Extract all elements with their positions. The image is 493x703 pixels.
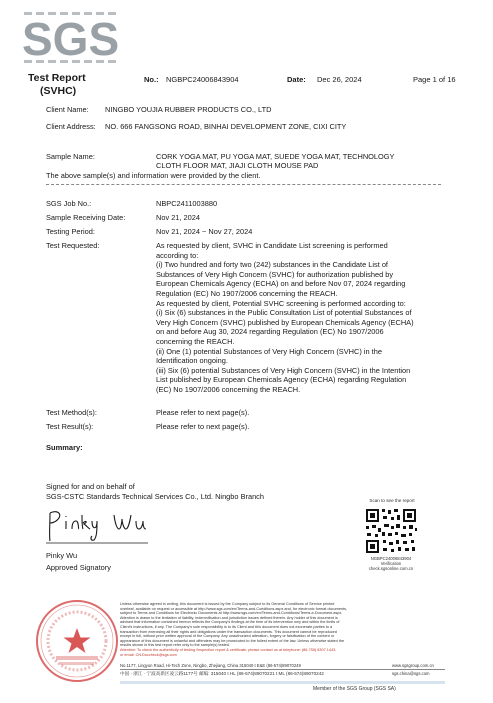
signature-icon <box>44 505 154 545</box>
test-method: Please refer to next page(s). <box>156 408 250 417</box>
address-chinese: 中国 · 浙江 · 宁波高新区凌云路1177号 邮编: 315040 t HL (86-574)89070221 t ML (86-574)89070242 <box>120 671 324 676</box>
requested-line: Substances of Very High Concern (SVHC) for authorization published by <box>156 269 394 279</box>
qr-scan-label: Scan to see the report <box>369 498 415 503</box>
sample-note: The above sample(s) and information were provided by the client. <box>46 171 261 180</box>
summary-heading: Summary: <box>46 443 83 452</box>
page-number: Page 1 of 16 <box>413 75 456 84</box>
client-name-label: Client Name: <box>46 105 89 114</box>
red-seal-icon <box>34 598 120 684</box>
disclaimer-line: overleaf, available on request or accessible at http://www.sgs.com/en/Terms-and-Conditions.aspx and, for electronic format documents, <box>120 606 348 611</box>
qr-code-icon[interactable] <box>361 506 421 556</box>
disclaimer-line: Client's instructions, if any. The Company's sole responsibility is to its Client and this document does not exonerate parties to a <box>120 624 333 629</box>
signatory-title: Approved Signatory <box>46 563 111 572</box>
footer-divider <box>120 669 445 670</box>
logo-text: SGS <box>22 13 120 65</box>
requested-line: (iii) Six (6) potential Substances of Very High Concern (SVHC) in the Intention <box>156 365 411 375</box>
disclaimer-line: appearance of this document is unlawful and offenders may be prosecuted to the fullest extent of the law. Unless otherwise stated the <box>120 638 345 643</box>
company-line: SGS-CSTC Standards Technical Services Co., Ltd. Ningbo Branch <box>46 492 264 501</box>
disclaimer-line: Attention is drawn to the limitation of liability, indemnification and jurisdiction issues defined therein. Any holder of this document is <box>120 615 338 620</box>
qr-caption <box>361 556 421 571</box>
requested-line: Identification ongoing. <box>156 356 228 366</box>
sample-name-line-1: CORK YOGA MAT, PU YOGA MAT, SUEDE YOGA MAT, TECHNOLOGY <box>156 152 395 161</box>
requested-line: (ii) One (1) potential Substances of Very High Concern (SVHC) in the <box>156 346 382 356</box>
signatory-name: Pinky Wu <box>46 551 78 560</box>
sgs-logo-icon <box>20 10 128 66</box>
client-address: NO. 666 FANGSONG ROAD, BINHAI DEVELOPMENT ZONE, CIXI CITY <box>105 122 347 131</box>
report-no: NGBPC24006843904 <box>166 75 239 84</box>
job-no: NBPC2411003880 <box>156 199 218 208</box>
email-link[interactable]: sgs.china@sgs.com <box>392 671 430 676</box>
client-address-label: Client Address: <box>46 122 96 131</box>
requested-line: (EC) No 1907/2006 concerning the REACH. <box>156 384 301 394</box>
disclaimer-line: transaction from exercising all their rights and obligations under the transaction documents. This document cannot be reproduced <box>120 629 337 634</box>
requested-line: according to: <box>156 250 199 260</box>
signed-for-line: Signed for and on behalf of <box>46 482 135 491</box>
disclaimer <box>120 602 445 657</box>
date-value: Dec 26, 2024 <box>317 75 362 84</box>
disclaimer-line: Unless otherwise agreed in writing, this document is issued by the Company subject to its General Conditions of Service printed <box>120 602 335 606</box>
test-requested-text <box>156 241 456 395</box>
report-subtitle: (SVHC) <box>40 85 77 97</box>
report-no-label: No.: <box>144 75 159 84</box>
requested-line: As requested by client, SVHC in Candidate List screening is performed <box>156 241 388 250</box>
divider <box>46 184 441 185</box>
date-label: Date: <box>287 75 306 84</box>
test-method-label: Test Method(s): <box>46 408 97 417</box>
testing-period: Nov 21, 2024 ~ Nov 27, 2024 <box>156 227 253 236</box>
qr-verify-label: Verification <box>380 561 402 566</box>
client-name: NINGBO YOUJIA RUBBER PRODUCTS CO., LTD <box>105 105 272 114</box>
requested-line: on and before Aug 30, 2024 regarding Regulation (EC) No 1907/2006 <box>156 327 384 337</box>
requested-line: European Chemicals Agency (ECHA) on and before Nov 07, 2024 regarding <box>156 279 406 289</box>
sample-name-label: Sample Name: <box>46 152 95 161</box>
requested-line: (i) Two hundred and forty two (242) substances in the Candidate List of <box>156 260 388 270</box>
disclaimer-line: except in full, without prior written approval of the Company. Any unauthorized alteration, forgery or falsification of the content or <box>120 634 335 639</box>
requested-line: As requested by client, Potential SVHC screening is performed according to: <box>156 298 406 308</box>
testing-period-label: Testing Period: <box>46 227 95 236</box>
disclaimer-line: results shown in this test report refer only to the sample(s) tested. <box>120 643 230 648</box>
disclaimer-line: advised that information contained hereon reflects the Company's findings at the time of its intervention only and within the limits of <box>120 620 340 625</box>
report-title: Test Report <box>28 72 86 84</box>
attention-line: Attention: To check the authenticity of testing /inspection report & certificate, please contact us at telephone: (86-755) 8307 1443, <box>120 647 337 652</box>
member-line: Member of the SGS Group (SGS SA) <box>313 686 396 692</box>
requested-line: Regulation (EC) No 1907/2006 concerning the REACH. <box>156 288 338 298</box>
qr-code-number: NGBPC24006843904 <box>370 556 412 561</box>
requested-line: concerning the REACH. <box>156 336 235 346</box>
test-requested-label: Test Requested: <box>46 241 100 250</box>
footer-band <box>120 681 445 684</box>
job-no-label: SGS Job No.: <box>46 199 92 208</box>
test-result: Please refer to next page(s). <box>156 422 250 431</box>
website-link[interactable]: www.sgsgroup.com.cn <box>392 663 434 668</box>
address-english: No.1177, Lingyun Road, Hi-Tech Zone, Ningbo, Zhejiang, China 315040 t E&E (86-574)89070249 <box>120 663 301 668</box>
requested-line: (i) Six (6) substances in the Public Consultation List of potential Substances of <box>156 308 412 318</box>
receiving-date-label: Sample Receiving Date: <box>46 213 126 222</box>
qr-verify-url: check.sgsonline.com.cn <box>368 566 414 571</box>
receiving-date: Nov 21, 2024 <box>156 213 200 222</box>
requested-line: Very High Concern (SVHC) published by European Chemicals Agency (ECHA) <box>156 317 414 327</box>
sample-name-line-2: CLOTH FLOOR MAT, JIAJI CLOTH MOUSE PAD <box>156 161 319 170</box>
requested-line: List published by European Chemicals Agency (ECHA) regarding Regulation <box>156 375 407 385</box>
disclaimer-line: subject to Terms and Conditions for Electronic Documents at http://www.sgs.com/en/Terms-and-Conditions/Terms-e-Document.aspx. <box>120 611 343 616</box>
attention-email[interactable]: or email: CN.Doccheck@sgs.com <box>120 652 177 657</box>
test-result-label: Test Result(s): <box>46 422 94 431</box>
